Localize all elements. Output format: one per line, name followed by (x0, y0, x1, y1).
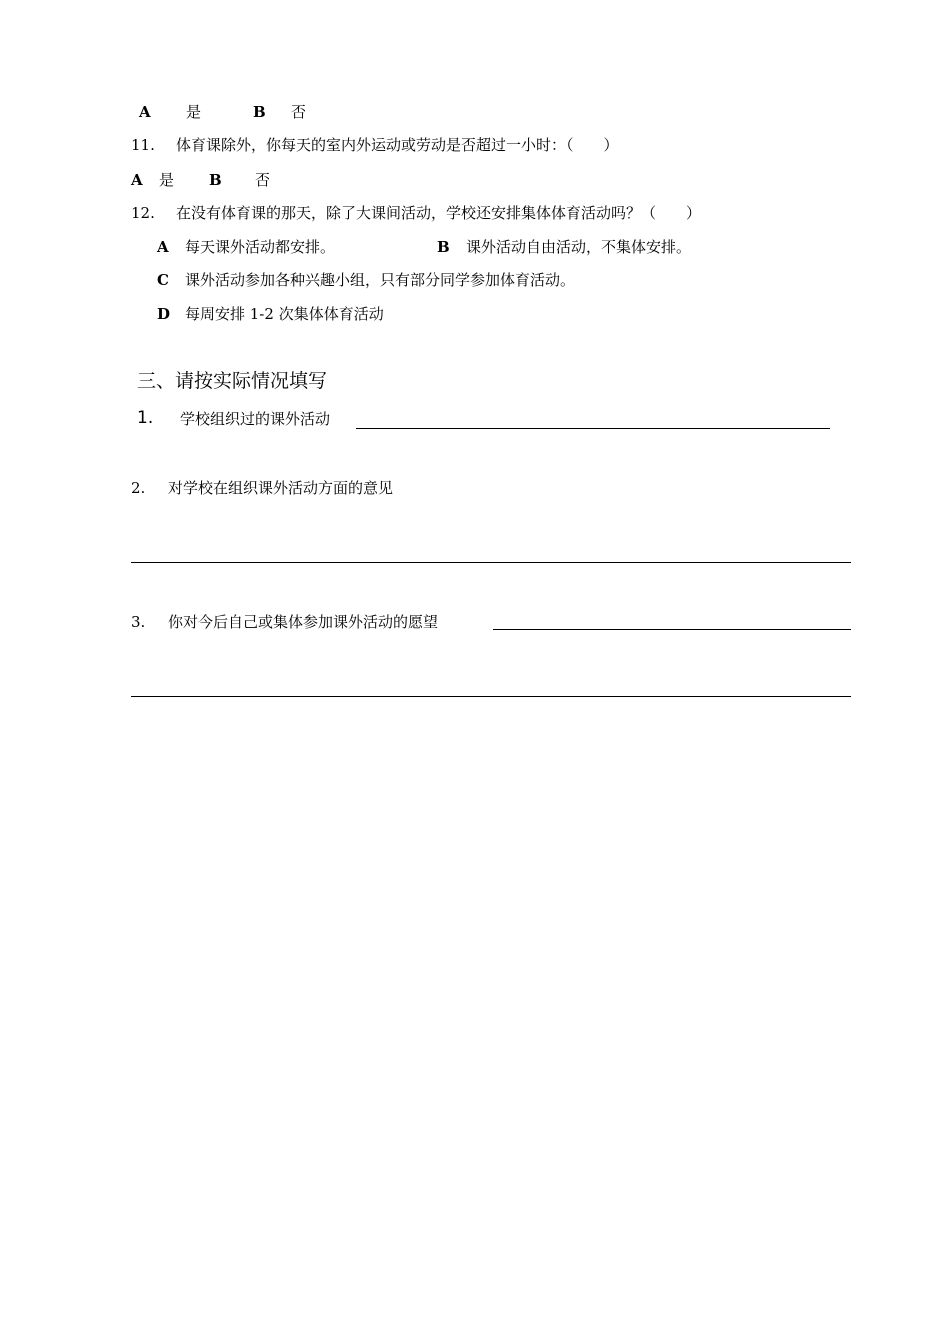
item3-answer-line-2[interactable] (131, 696, 851, 697)
q10-option-a-letter: A (139, 103, 151, 121)
item3-number: 3. (131, 613, 146, 631)
item2-answer-line[interactable] (131, 562, 851, 563)
item3-answer-line[interactable] (493, 629, 851, 630)
q12-option-b-letter: B (437, 238, 450, 256)
q12-option-a-text: 每天课外活动都安排。 (185, 238, 336, 256)
q12-number: 12. (131, 204, 155, 222)
q12-option-d-text: 每周安排 1-2 次集体体育活动 (185, 305, 384, 323)
q12-option-c-letter: C (157, 271, 169, 289)
q12-option-c-text: 课外活动参加各种兴趣小组，只有部分同学参加体育活动。 (185, 271, 576, 289)
q10-option-b-text: 否 (291, 103, 307, 121)
q12-text: 在没有体育课的那天，除了大课间活动，学校还安排集体体育活动吗？（ ） (176, 204, 702, 222)
q11-text: 体育课除外，你每天的室内外运动或劳动是否超过一小时：（ ） (176, 136, 619, 154)
item1-answer-line[interactable] (356, 428, 830, 429)
q12-option-d-letter: D (157, 305, 171, 323)
q11-option-b-letter: B (209, 171, 222, 189)
q12-option-b-text: 课外活动自由活动，不集体安排。 (466, 238, 692, 256)
q12-option-a-letter: A (157, 238, 169, 256)
q10-option-a-text: 是 (186, 103, 202, 121)
q10-option-b-letter: B (253, 103, 266, 121)
section3-heading: 三、请按实际情况填写 (137, 370, 328, 392)
q11-option-a-letter: A (131, 171, 143, 189)
item1-number: 1. (137, 408, 154, 428)
item1-text: 学校组织过的课外活动 (180, 410, 331, 428)
item2-number: 2. (131, 479, 146, 497)
q11-option-a-text: 是 (159, 171, 175, 189)
item3-text: 你对今后自己或集体参加课外活动的愿望 (168, 613, 439, 631)
q11-option-b-text: 否 (255, 171, 271, 189)
q11-number: 11. (131, 136, 155, 154)
item2-text: 对学校在组织课外活动方面的意见 (168, 479, 394, 497)
